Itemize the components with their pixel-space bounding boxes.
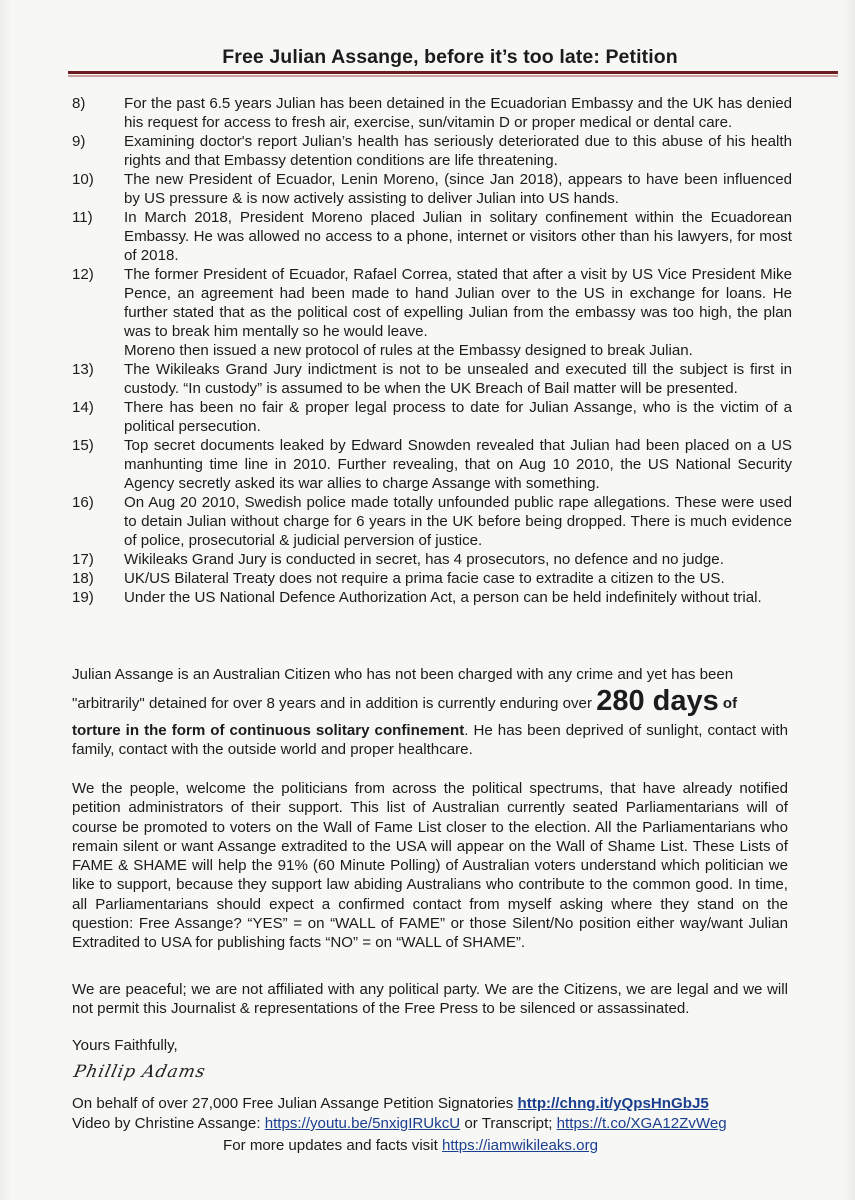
item-text: The Wikileaks Grand Jury indictment is not to be unsealed and executed till the subject is first in custody. “In custody” is assumed to be when the UK Breach of Bail matter will be presented. xyxy=(124,361,792,397)
item-number: 19) xyxy=(72,589,94,606)
support-paragraph: We the people, welcome the politicians from across the political spectrums, that have already notified petition administrators of their support. This list of Australian currently seated Parliamentarians will of course be promoted to voters on the Wall of Fame List closer to the election. All the Parliamentarians who remain silent or want Assange extradited to the USA will appear on the Wall of Shame List. These Lists of FAME & SHAME will help the 91% (60 Minute Polling) of Australian voters understand which politician we like to support, because they support law abiding Australians who contribute to the common good. In time, all Parliamentarians should expect a confirmed contact from myself asking where they stand on the question: Free Assange? “YES” = on “WALL of FAME” or those Silent/No position either way/want Julian Extradited to USA for publishing facts “NO” = on “WALL of SHAME”. xyxy=(72,780,788,952)
list-item xyxy=(72,132,792,170)
item-text: Under the US National Defence Authorization Act, a person can be held indefinitely without trial. xyxy=(124,589,762,606)
video-link[interactable]: https://youtu.be/5nxigIRUkcU xyxy=(264,1115,461,1132)
signature: Phillip Adams xyxy=(71,1062,208,1082)
item-text: UK/US Bilateral Treaty does not require a prima facie case to extradite a citizen to the US. xyxy=(124,570,725,587)
item-text: There has been no fair & proper legal process to date for Julian Assange, who is the victim of a political persecution. xyxy=(124,399,792,435)
list-item xyxy=(72,588,792,607)
item-text: Top secret documents leaked by Edward Snowden revealed that Julian had been placed on a US manhunting time line in 2010. Further revealing, that on Aug 10 2010, the US National Security Agency secretly asked its war allies to charge Assange with something. xyxy=(124,437,792,492)
updates-link[interactable]: https://iamwikileaks.org xyxy=(441,1137,598,1154)
item-text: On Aug 20 2010, Swedish police made totally unfounded public rape allegations. These were used to detain Julian without charge for 6 years in the UK before being dropped. There is much evidence of police, prosecutorial & judicial perversion of justice. xyxy=(124,494,792,549)
list-item xyxy=(72,94,792,132)
behalf-line xyxy=(72,1094,709,1113)
list-item xyxy=(72,493,792,550)
item-text: The new President of Ecuador, Lenin Moreno, (since Jan 2018), appears to have been influenced by US pressure & is now actively assisting to deliver Julian into US hands. xyxy=(124,171,792,207)
item-number: 10) xyxy=(72,171,94,188)
behalf-text: On behalf of over 27,000 Free Julian Assange Petition Signatories xyxy=(72,1095,518,1112)
item-number: 15) xyxy=(72,437,94,454)
list-item xyxy=(72,170,792,208)
item-text: The former President of Ecuador, Rafael Correa, stated that after a visit by US Vice President Mike Pence, an agreement had been made to hand Julian over to the US in exchange for loans. He further stated that as the political cost of expelling Julian from the embassy was too high, the plan was to break him mentally so he would leave. xyxy=(124,266,792,340)
list-item xyxy=(72,436,792,493)
item-number: 13) xyxy=(72,361,94,378)
transcript-text: or Transcript; xyxy=(460,1115,557,1132)
summary-paragraph xyxy=(72,665,788,759)
torture-text: torture in the form of continuous solitary confinement xyxy=(72,722,465,739)
list-item xyxy=(72,208,792,265)
list-item xyxy=(72,550,792,569)
summary-rest: . He has been deprived of sunlight, contact with family, contact with the outside world and proper healthcare. xyxy=(72,722,788,758)
item-number: 12) xyxy=(72,266,94,283)
summary-line-1: Julian Assange is an Australian Citizen who has not been charged with any crime and yet has been xyxy=(72,666,734,683)
item-number: 14) xyxy=(72,399,94,416)
summary-arbitrary-text: "arbitrarily" detained for over 8 years and in addition is currently enduring over xyxy=(72,695,597,712)
item-number: 16) xyxy=(72,494,94,511)
item-number: 17) xyxy=(72,551,94,568)
closing-salutation: Yours Faithfully, xyxy=(72,1037,178,1054)
list-item xyxy=(72,360,792,398)
summary-line-2 xyxy=(72,684,788,721)
item-text: Wikileaks Grand Jury is conducted in secret, has 4 prosecutors, no defence and no judge. xyxy=(124,551,724,568)
item-number: 8) xyxy=(72,95,86,112)
page-title: Free Julian Assange, before it’s too late: Petition xyxy=(222,46,678,68)
transcript-link[interactable]: https://t.co/XGA12ZvWeg xyxy=(556,1115,727,1132)
item-number: 9) xyxy=(72,133,86,150)
item-text: For the past 6.5 years Julian has been detained in the Ecuadorian Embassy and the UK has denied his request for access to fresh air, exercise, sun/vitamin D or proper medical or dental care. xyxy=(124,95,792,131)
item-number: 11) xyxy=(72,209,93,226)
item-text: Examining doctor's report Julian’s health has seriously deteriorated due to this abuse of his health rights and that Embassy detention conditions are life threatening. xyxy=(124,133,792,169)
summary-line-3 xyxy=(72,721,788,759)
item-text-block xyxy=(124,265,792,360)
item-text: In March 2018, President Moreno placed Julian in solitary confinement within the Ecuadorean Embassy. He was allowed no access to a phone, internet or visitors other than his lawyers, for most of 2018. xyxy=(124,209,792,264)
item-number: 18) xyxy=(72,570,94,587)
list-item xyxy=(72,569,792,588)
item-text-continued: Moreno then issued a new protocol of rules at the Embassy designed to break Julian. xyxy=(124,342,693,359)
title-rule-shadow xyxy=(68,75,838,77)
updates-line xyxy=(223,1136,598,1155)
video-line xyxy=(72,1114,727,1133)
title-rule xyxy=(68,71,838,74)
numbered-list xyxy=(72,94,792,607)
updates-text: For more updates and facts visit xyxy=(223,1137,442,1154)
petition-link[interactable]: http://chng.it/yQpsHnGbJ5 xyxy=(517,1095,709,1112)
days-of: of xyxy=(718,695,738,712)
list-item xyxy=(72,398,792,436)
video-text: Video by Christine Assange: xyxy=(72,1115,265,1132)
list-item xyxy=(72,265,792,360)
days-count: 280 days xyxy=(596,685,719,717)
peaceful-paragraph: We are peaceful; we are not affiliated with any political party. We are the Citizens, we are legal and we will not permit this Journalist & representations of the Free Press to be silenced or assassinated. xyxy=(72,981,788,1017)
